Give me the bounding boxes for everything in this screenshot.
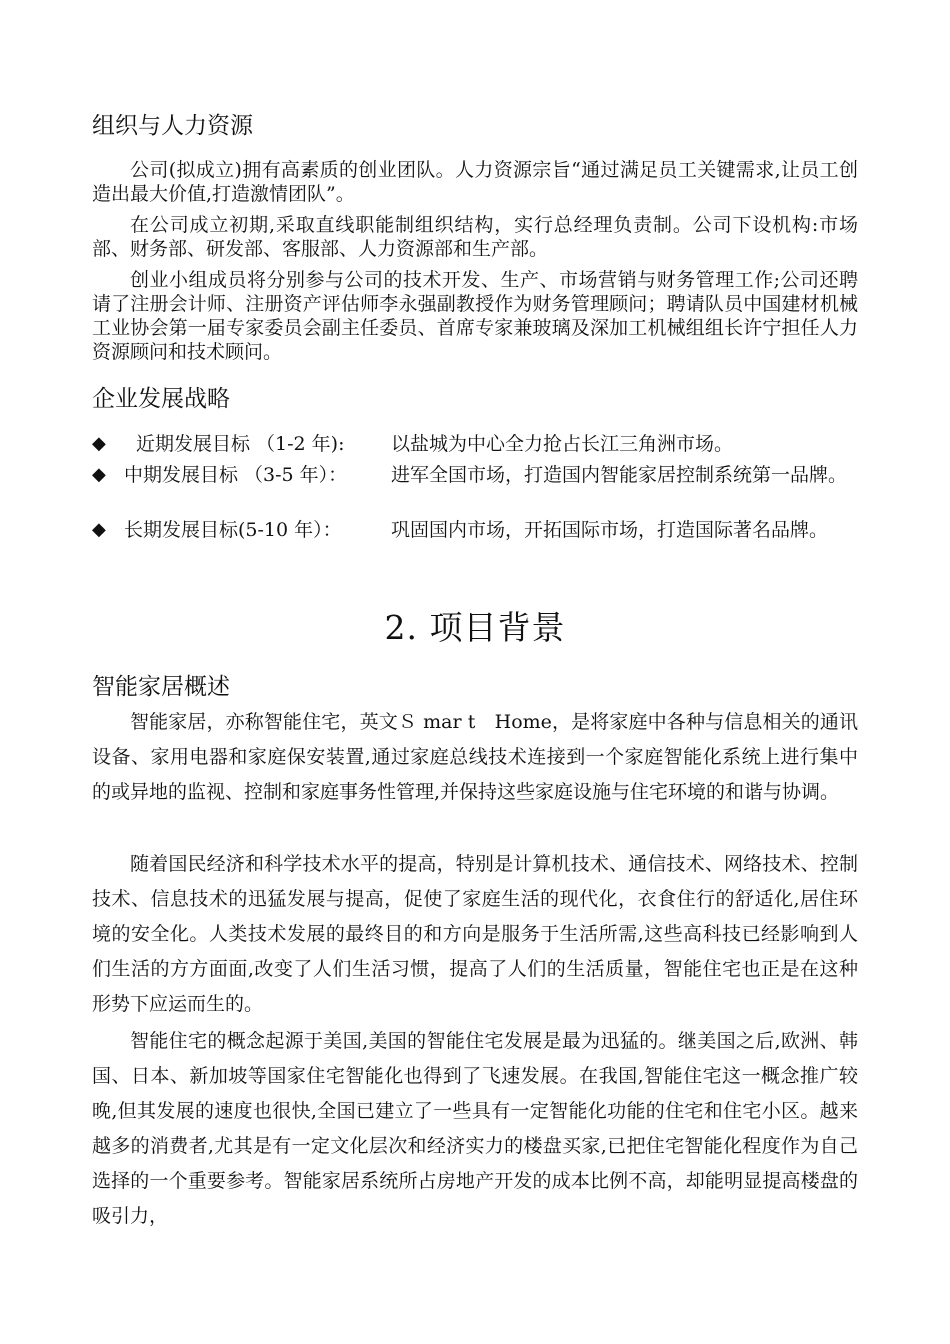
section-heading-organization: 组织与人力资源 (92, 113, 253, 139)
paragraph: 创业小组成员将分别参与公司的技术开发、生产、市场营销与财务管理工作;公司还聘请了注册会计师、注册资产评估师李永强副教授作为财务管理顾问；聘请队员中国建材机械工业协会第一届专家委员会副主任委员、首席专家兼玻璃及深加工机械组组长许宁担任人力资源顾问和技术顾问。 (92, 269, 858, 363)
paragraph: 智能家居，亦称智能住宅，英文Ｓ mar t Home，是将家庭中各种与信息相关的通讯设备、家用电器和家庭保安装置,通过家庭总线技术连接到一个家庭智能化系统上进行集中的或异地的监视、控制和家庭事务性管理,并保持这些家庭设施与住宅环境的和谐与协调。 (92, 711, 858, 803)
section-heading-strategy: 企业发展战略 (92, 386, 230, 412)
paragraph: 智能住宅的概念起源于美国,美国的智能住宅发展是最为迅猛的。继美国之后,欧洲、韩国、日本、新加坡等国家住宅智能化也得到了飞速发展。在我国,智能住宅这一概念推广较晚,但其发展的速度也很快,全国已建立了一些具有一定智能化功能的住宅和住宅小区。越来越多的消费者,尤其是有一定文化层次和经济实力的楼盘买家,已把住宅智能化程度作为自己选择的一个重要参考。智能家居系统所占房地产开发的成本比例不高，却能明显提高楼盘的吸引力， (92, 1030, 858, 1227)
goal-text: 巩固国内市场，开拓国际市场，打造国际著名品牌。 (391, 519, 829, 541)
goal-text: 进军全国市场，打造国内智能家居控制系统第一品牌。 (391, 464, 848, 486)
paragraph: 随着国民经济和科学技术水平的提高，特别是计算机技术、通信技术、网络技术、控制技术、信息技术的迅猛发展与提高，促使了家庭生活的现代化，衣食住行的舒适化,居住环境的安全化。人类技术发展的最终目的和方向是服务于生活所需,这些高科技已经影响到人们生活的方方面面,改变了人们生活习惯，提高了人们的生活质量，智能住宅也正是在这种形势下应运而生的。 (92, 853, 858, 1015)
diamond-bullet-icon: ◆ (92, 519, 106, 540)
paragraph: 公司(拟成立)拥有高素质的创业团队。人力资源宗旨“通过满足员工关键需求,让员工创造出最大价值,打造激情团队”。 (92, 159, 858, 205)
diamond-bullet-icon: ◆ (92, 433, 106, 454)
goal-label: 中期发展目标 （3-5 年）： (124, 464, 348, 486)
paragraph: 在公司成立初期,采取直线职能制组织结构，实行总经理负责制。公司下设机构:市场部、财务部、研发部、客服部、人力资源部和生产部。 (92, 214, 858, 260)
goal-text: 以盐城为中心全力抢占长江三角洲市场。 (391, 433, 734, 455)
goal-label: 长期发展目标(5-10 年）： (124, 519, 342, 541)
diamond-bullet-icon: ◆ (92, 464, 106, 485)
section-heading-smart-home: 智能家居概述 (92, 674, 230, 700)
chapter-title: 2. 项目背景 (384, 608, 566, 647)
goal-label: 近期发展目标 （1-2 年): (136, 433, 345, 455)
